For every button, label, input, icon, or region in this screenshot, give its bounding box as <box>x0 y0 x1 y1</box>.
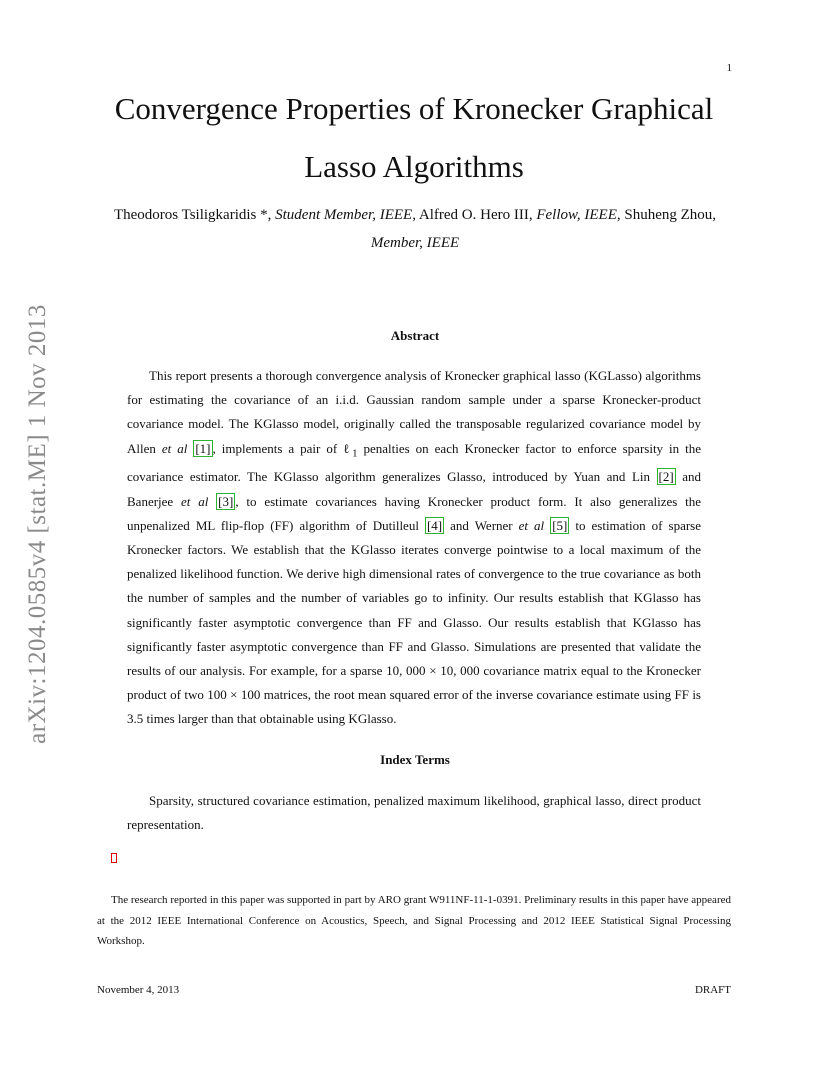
footnote-text: The research reported in this paper was supported in part by ARO grant W911NF-11-1-0391. Preliminary results in this paper have appeared at the 2012 IEEE International Conference on Acoustics, Speech, and Signal Processing and 2012 IEEE Statistical Signal Processing Workshop. <box>97 894 731 947</box>
page-number: 1 <box>726 62 732 74</box>
abstract-segment <box>208 494 216 509</box>
footnote-link-marker[interactable] <box>111 853 117 863</box>
abstract-segment: , implements a pair of ℓ <box>212 440 353 456</box>
author-name: Shuheng Zhou <box>624 207 713 223</box>
author-list: Theodoros Tsiligkaridis *, Student Member, IEEE, Alfred O. Hero III, Fellow, IEEE, Shuheng Zhou, Member, IEEE <box>113 207 717 251</box>
author-name: Theodoros Tsiligkaridis * <box>113 207 268 223</box>
citation-link[interactable]: [3] <box>218 493 234 509</box>
footer-status: DRAFT <box>694 984 731 996</box>
abstract-segment: et al <box>181 493 209 509</box>
abstract-segment: et al <box>161 440 188 456</box>
abstract-segment: and Werner <box>444 517 519 533</box>
abstract-segment: penalties on each Kronecker factor to enforce sparsity in the covariance estimator. The KGlasso algorithm generalizes Glasso, introduced by Yuan and Lin <box>127 440 702 485</box>
citation-link[interactable]: [5] <box>552 517 568 533</box>
abstract-segment: This report presents a thorough convergence analysis of Kronecker graphical lasso (KGLasso) algorithms for estimating the covariance of an i.i.d. Gaussian random sample under a sparse Kronecker-product covariance model. The KGlasso model, originally called the transposable regularized covariance model by Allen <box>127 368 701 456</box>
abstract-segment: , to estimate covariances having Kronecker product form. It also generalizes the unpenalized ML flip-flop (FF) algorithm of Dutilleul <box>127 493 702 533</box>
abstract-segment: to estimation of sparse Kronecker factors. We establish that the KGlasso iterates converge pointwise to a local maximum of the penalized likelihood function. We derive high dimensional rates of convergence to the true covariance as both the number of samples and the number of variables go to infinity. Our results establish that KGlasso has significantly faster asymptotic convergence than FF and Glasso. Our results establish that KGlasso has significantly faster asymptotic convergence than FF and Glasso. Simulations are presented that validate the results of our analysis. For example, for a sparse 10, 000 × 10, 000 covariance matrix equal to the Kronecker product of two 100 × 100 matrices, the root mean squared error of the inverse covariance estimate using FF is 3.5 times larger than that obtainable using KGlasso. <box>127 517 702 727</box>
arxiv-identifier: arXiv:1204.0585v4 [stat.ME] 1 Nov 2013 <box>24 304 51 744</box>
author-name: Alfred O. Hero III <box>418 207 529 223</box>
index-terms-heading: Index Terms <box>380 752 450 767</box>
citation-link[interactable]: [1] <box>195 440 211 456</box>
author-role: Student Member, IEEE <box>275 207 413 223</box>
abstract-segment: 1 <box>352 447 358 460</box>
abstract-segment: and Banerjee <box>127 469 701 509</box>
abstract-heading: Abstract <box>390 328 440 343</box>
citation-link[interactable]: [2] <box>658 469 674 485</box>
paper-title: Convergence Properties of Kronecker Graphical Lasso Algorithms <box>114 91 714 184</box>
author-role: Fellow, IEEE <box>536 207 617 223</box>
abstract-segment: et al <box>518 517 545 533</box>
citation-link[interactable]: [4] <box>426 517 443 533</box>
footer-date: November 4, 2013 <box>97 984 180 996</box>
abstract-text <box>127 364 701 732</box>
index-terms-text: Sparsity, structured covariance estimation, penalized maximum likelihood, graphical lasso, direct product representation. <box>127 793 701 833</box>
author-role: Member, IEEE <box>370 235 460 251</box>
